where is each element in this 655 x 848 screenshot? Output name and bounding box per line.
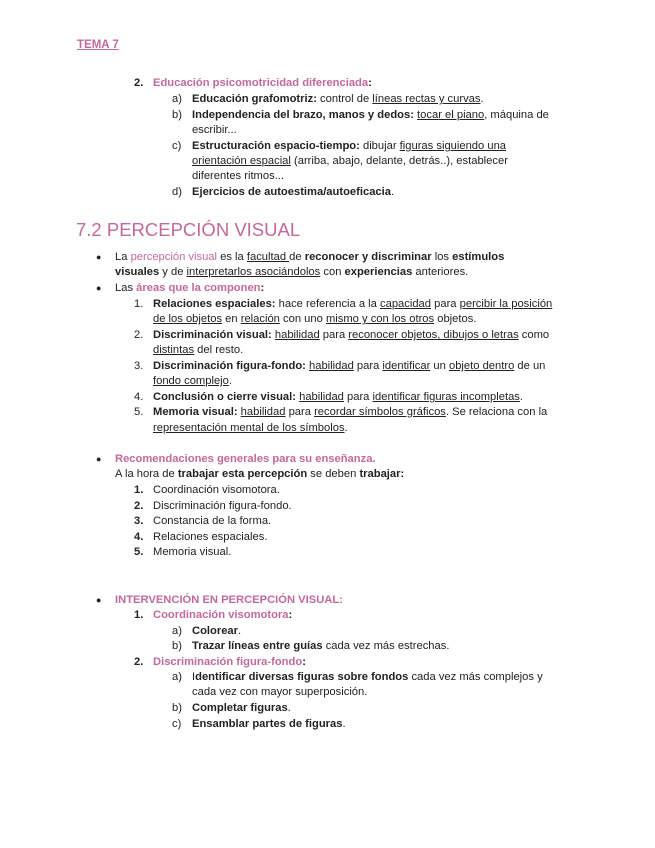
area-item: Relaciones espaciales: hace referencia a la capacidad para percibir la posición: [153, 298, 553, 310]
list-number: 1.: [134, 484, 144, 496]
list-number: 2.: [134, 77, 144, 89]
list-number: 1.: [134, 298, 144, 310]
list-number: 5.: [134, 406, 144, 418]
list-number: 5.: [134, 546, 144, 558]
sub-item-autoestima: Ejercicios de autoestima/autoeficacia.: [192, 186, 395, 198]
area-item: Discriminación visual: habilidad para reconocer objetos, dibujos o letras como: [153, 329, 550, 341]
section-heading: 7.2 PERCEPCIÓN VISUAL: [76, 219, 301, 240]
sub-item-identificar: Identificar diversas figuras sobre fondos cada vez más complejos y: [192, 671, 543, 683]
bullet-icon: ●: [96, 454, 102, 464]
intervention-group-title: Coordinación visomotora:: [153, 609, 293, 621]
list-item: Discriminación figura-fondo.: [153, 500, 292, 512]
list-number: 3.: [134, 360, 144, 372]
sub-item-marker: c): [172, 718, 182, 730]
sub-item-marker: d): [172, 186, 182, 198]
sub-item-estructuracion: Estructuración espacio-tiempo: dibujar figuras siguiendo una: [192, 140, 507, 152]
sub-item-continuation: diferentes ritmos...: [192, 170, 285, 182]
recommendations-intro: A la hora de trabajar esta percepción se deben trabajar:: [115, 468, 405, 480]
list-item: Constancia de la forma.: [153, 515, 272, 527]
definition-line: La percepción visual es la facultad de reconocer y discriminar los estímulos: [115, 251, 505, 263]
sub-item-ensamblar: Ensamblar partes de figuras.: [192, 718, 346, 730]
list-item: Coordinación visomotora.: [153, 484, 280, 496]
sub-item-colorear: Colorear.: [192, 625, 242, 637]
list-number: 2.: [134, 656, 144, 668]
sub-item-marker: b): [172, 640, 182, 652]
sub-item-continuation: orientación espacial (arriba, abajo, delante, detrás..), establecer: [192, 155, 508, 167]
page-header-title: TEMA 7: [77, 39, 119, 51]
sub-item-completar: Completar figuras.: [192, 702, 291, 714]
list-number: 3.: [134, 515, 144, 527]
sub-item-marker: a): [172, 625, 182, 637]
intervention-group-title: Discriminación figura-fondo:: [153, 656, 306, 668]
list-number: 4.: [134, 531, 144, 543]
sub-item-continuation: escribir...: [192, 124, 237, 136]
area-item-continuation: representación mental de los símbolos.: [153, 422, 348, 434]
area-item-continuation: distintas del resto.: [153, 344, 244, 356]
sub-item-marker: b): [172, 702, 182, 714]
list-item: Relaciones espaciales.: [153, 531, 268, 543]
area-item-continuation: de los objetos en relación con uno mismo y con los otros objetos.: [153, 313, 477, 325]
list-item: Memoria visual.: [153, 546, 232, 558]
sub-item-continuation: cada vez con mayor superposición.: [192, 686, 368, 698]
list-number: 1.: [134, 609, 144, 621]
recommendations-title: Recomendaciones generales para su enseñanza.: [115, 453, 376, 465]
sub-item-independencia: Independencia del brazo, manos y dedos: tocar el piano, máquina de: [192, 109, 549, 121]
area-item-continuation: fondo complejo.: [153, 375, 232, 387]
sub-item-marker: a): [172, 671, 182, 683]
bullet-icon: ●: [96, 595, 102, 605]
list-number: 4.: [134, 391, 144, 403]
sub-item-marker: a): [172, 93, 182, 105]
sub-item-trazar: Trazar líneas entre guías cada vez más estrechas.: [192, 640, 450, 652]
list-number: 2.: [134, 500, 144, 512]
definition-line: visuales y de interpretarlos asociándolos con experiencias anteriores.: [115, 266, 469, 278]
list-item-heading: Educación psicomotricidad diferenciada:: [153, 77, 372, 89]
sub-item-marker: b): [172, 109, 182, 121]
sub-item-marker: c): [172, 140, 182, 152]
area-item: Memoria visual: habilidad para recordar símbolos gráficos. Se relaciona con la: [153, 406, 548, 418]
intervention-title: INTERVENCIÓN EN PERCEPCIÓN VISUAL:: [115, 594, 343, 606]
bullet-icon: ●: [96, 283, 102, 293]
sub-item-grafomotriz: Educación grafomotriz: control de líneas rectas y curvas.: [192, 93, 484, 105]
list-number: 2.: [134, 329, 144, 341]
area-item: Discriminación figura-fondo: habilidad para identificar un objeto dentro de un: [153, 360, 546, 372]
bullet-icon: ●: [96, 252, 102, 262]
areas-heading: Las áreas que la componen:: [115, 282, 265, 294]
area-item: Conclusión o cierre visual: habilidad para identificar figuras incompletas.: [153, 391, 523, 403]
